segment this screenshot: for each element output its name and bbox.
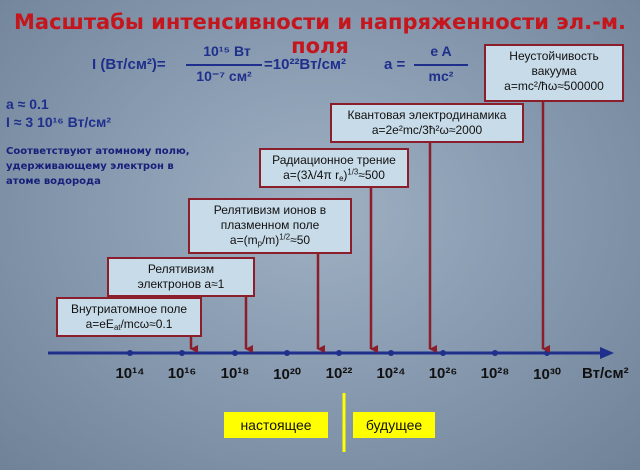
future-label: будущее <box>353 412 435 438</box>
axis-tick-label: 10³⁰ <box>533 366 561 383</box>
description-line: удерживающему электрон в <box>6 161 174 172</box>
axis-arrowhead <box>600 347 614 359</box>
a-formula-denominator: mc² <box>428 68 454 84</box>
axis-unit-label: Вт/см² <box>582 365 629 382</box>
axis-tick-label: 10¹⁶ <box>167 365 197 382</box>
box-line: Релятивизм <box>147 262 215 276</box>
a-formula-lhs: a = <box>384 56 406 73</box>
axis-tick-label: 10²⁶ <box>428 365 458 382</box>
intensity-formula-denominator: 10⁻⁷ см² <box>196 68 252 84</box>
intensity-formula-result: =10²²Вт/см² <box>264 56 347 73</box>
a-value-note: a ≈ 0.1 <box>6 96 49 112</box>
intensity-formula-numerator: 10¹⁵ Вт <box>203 43 251 59</box>
box-formula: a=mc²/ħω≈500000 <box>504 79 604 93</box>
box-formula: a=2e²mc/3ħ²ω≈2000 <box>371 123 483 137</box>
axis-tick-label: 10¹⁴ <box>115 365 145 382</box>
box-radiation-friction <box>259 148 409 188</box>
box-qed <box>330 103 524 143</box>
box-line: Релятивизм ионов в <box>213 203 327 217</box>
axis-tick-label: 10²⁰ <box>273 366 301 383</box>
axis-tick-label: 10²⁴ <box>376 365 406 382</box>
axis-tick-label: 10²² <box>325 365 353 382</box>
box-line: Квантовая электродинамика <box>347 108 507 122</box>
box-line: Внутриатомное поле <box>70 302 188 316</box>
box-line: плазменном поле <box>220 218 320 232</box>
axis-tick-label: 10²⁸ <box>480 365 510 382</box>
a-formula-numerator: e A <box>430 43 452 59</box>
box-formula: электронов a≈1 <box>137 277 225 291</box>
box-formula: $a=eE_{at}/mc\omega\approx 0.1$ <box>85 317 173 332</box>
present-label: настоящее <box>224 412 328 438</box>
box-line: Неустойчивость <box>509 49 599 63</box>
box-formula: $a=(m_p/m)^{1/2}\approx 50$ <box>229 232 311 248</box>
box-electron-relativism <box>107 257 255 297</box>
box-atomic-field <box>56 297 202 337</box>
box-line: Радиационное трение <box>272 153 396 167</box>
intensity-value-note: I ≈ 3 10¹⁶ Вт/см² <box>6 114 112 130</box>
box-vacuum-instability <box>484 44 624 102</box>
page-title: Масштабы интенсивности и напряженности эл.-м. поля <box>14 10 626 58</box>
box-formula: a=(3λ/4π $r_e)^{1/3}\approx 500$ <box>283 167 385 183</box>
box-line: вакуума <box>531 64 577 78</box>
intensity-formula-lhs: I (Вт/см²)= <box>92 56 166 73</box>
box-ion-relativism <box>188 198 352 254</box>
description-line: атоме водорода <box>6 176 101 187</box>
description-line: Соответствуют атомному полю, <box>6 146 190 157</box>
axis-tick-label: 10¹⁸ <box>220 365 250 382</box>
